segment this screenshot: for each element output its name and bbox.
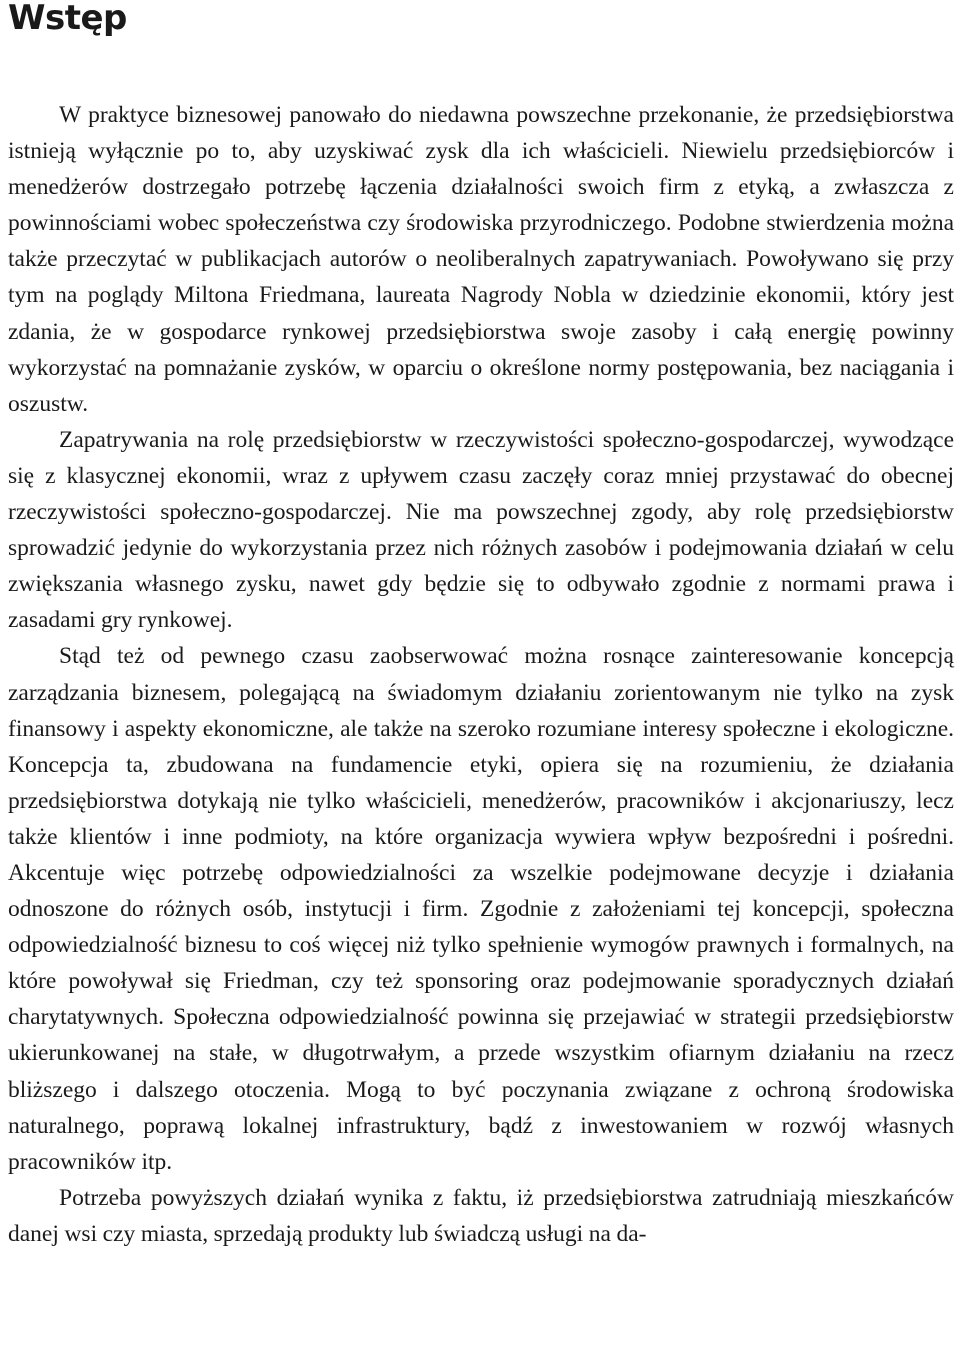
paragraph-2: Zapatrywania na rolę przedsiębiorstw w rzeczywistości społeczno-gospodarczej, wywodzące się z klasycznej ekonomii, wraz z upływem czasu zaczęły coraz mniej przystawać do obecnej rzeczywistości społeczno-gospodarczej. Nie ma powszechnej zgody, aby rolę przedsiębiorstw sprowadzić jedynie do wykorzystania przez nich różnych zasobów i podejmowania działań w celu zwiększania własnego zysku, nawet gdy będzie się to odbywało zgodnie z normami prawa i zasadami gry rynkowej. [8, 426, 954, 634]
page-title: Wstęp [8, 0, 127, 38]
paragraph-4: Potrzeba powyższych działań wynika z faktu, iż przedsiębiorstwa zatrudniają mieszkańców danej wsi czy miasta, sprzedają produkty lub świadczą usługi na da- [8, 1184, 954, 1247]
paragraph-3: Stąd też od pewnego czasu zaobserwować można rosnące zainteresowanie koncepcją zarządzania biznesem, polegającą na świadomym działaniu zorientowanym nie tylko na zysk finansowy i aspekty ekonomiczne, ale także na szeroko rozumiane interesy społeczne i ekologiczne. Koncepcja ta, zbudowana na fundamencie etyki, opiera się na rozumieniu, że działania przedsiębiorstwa dotykają nie tylko właścicieli, menedżerów, pracowników i akcjonariuszy, lecz także klientów i inne podmioty, na które organizacja wywiera wpływ bezpośredni i pośredni. Akcentuje więc potrzebę odpowiedzialności za wszelkie podejmowane decyzje i działania odnoszone do różnych osób, instytucji i firm. Zgodnie z założeniami tej koncepcji, społeczna odpowiedzialność biznesu to coś więcej niż tylko spełnienie wymogów prawnych i formalnych, na które powoływał się Friedman, czy też sponsoring oraz podejmowanie sporadycznych działań charytatywnych. Społeczna odpowiedzialność powinna się przejawiać w strategii przedsiębiorstw ukierunkowanej na stałe, w długotrwałym, a przede wszystkim ofiarnym działaniu na rzecz bliższego i dalszego otoczenia. Mogą to być poczynania związane z ochroną środowiska naturalnego, poprawą lokalnej infrastruktury, bądź z inwestowaniem w rozwój własnych pracowników itp. [8, 643, 954, 1175]
body-text [8, 97, 954, 1252]
paragraph-1: W praktyce biznesowej panowało do niedawna powszechne przekonanie, że przedsiębiorstwa istnieją wyłącznie po to, aby uzyskiwać zysk dla ich właścicieli. Niewielu przedsiębiorców i menedżerów dostrzegało potrzebę łączenia działalności swoich firm z etyką, a zwłaszcza z powinnościami wobec społeczeństwa czy środowiska przyrodniczego. Podobne stwierdzenia można także przeczytać w publikacjach autorów o neoliberalnych zapatrywaniach. Powoływano się przy tym na poglądy Miltona Friedmana, laureata Nagrody Nobla w dziedzinie ekonomii, który jest zdania, że w gospodarce rynkowej przedsiębiorstwa swoje zasoby i całą energię powinny wykorzystać na pomnażanie zysków, w oparciu o określone normy postępowania, bez naciągania i oszustw. [8, 102, 954, 417]
